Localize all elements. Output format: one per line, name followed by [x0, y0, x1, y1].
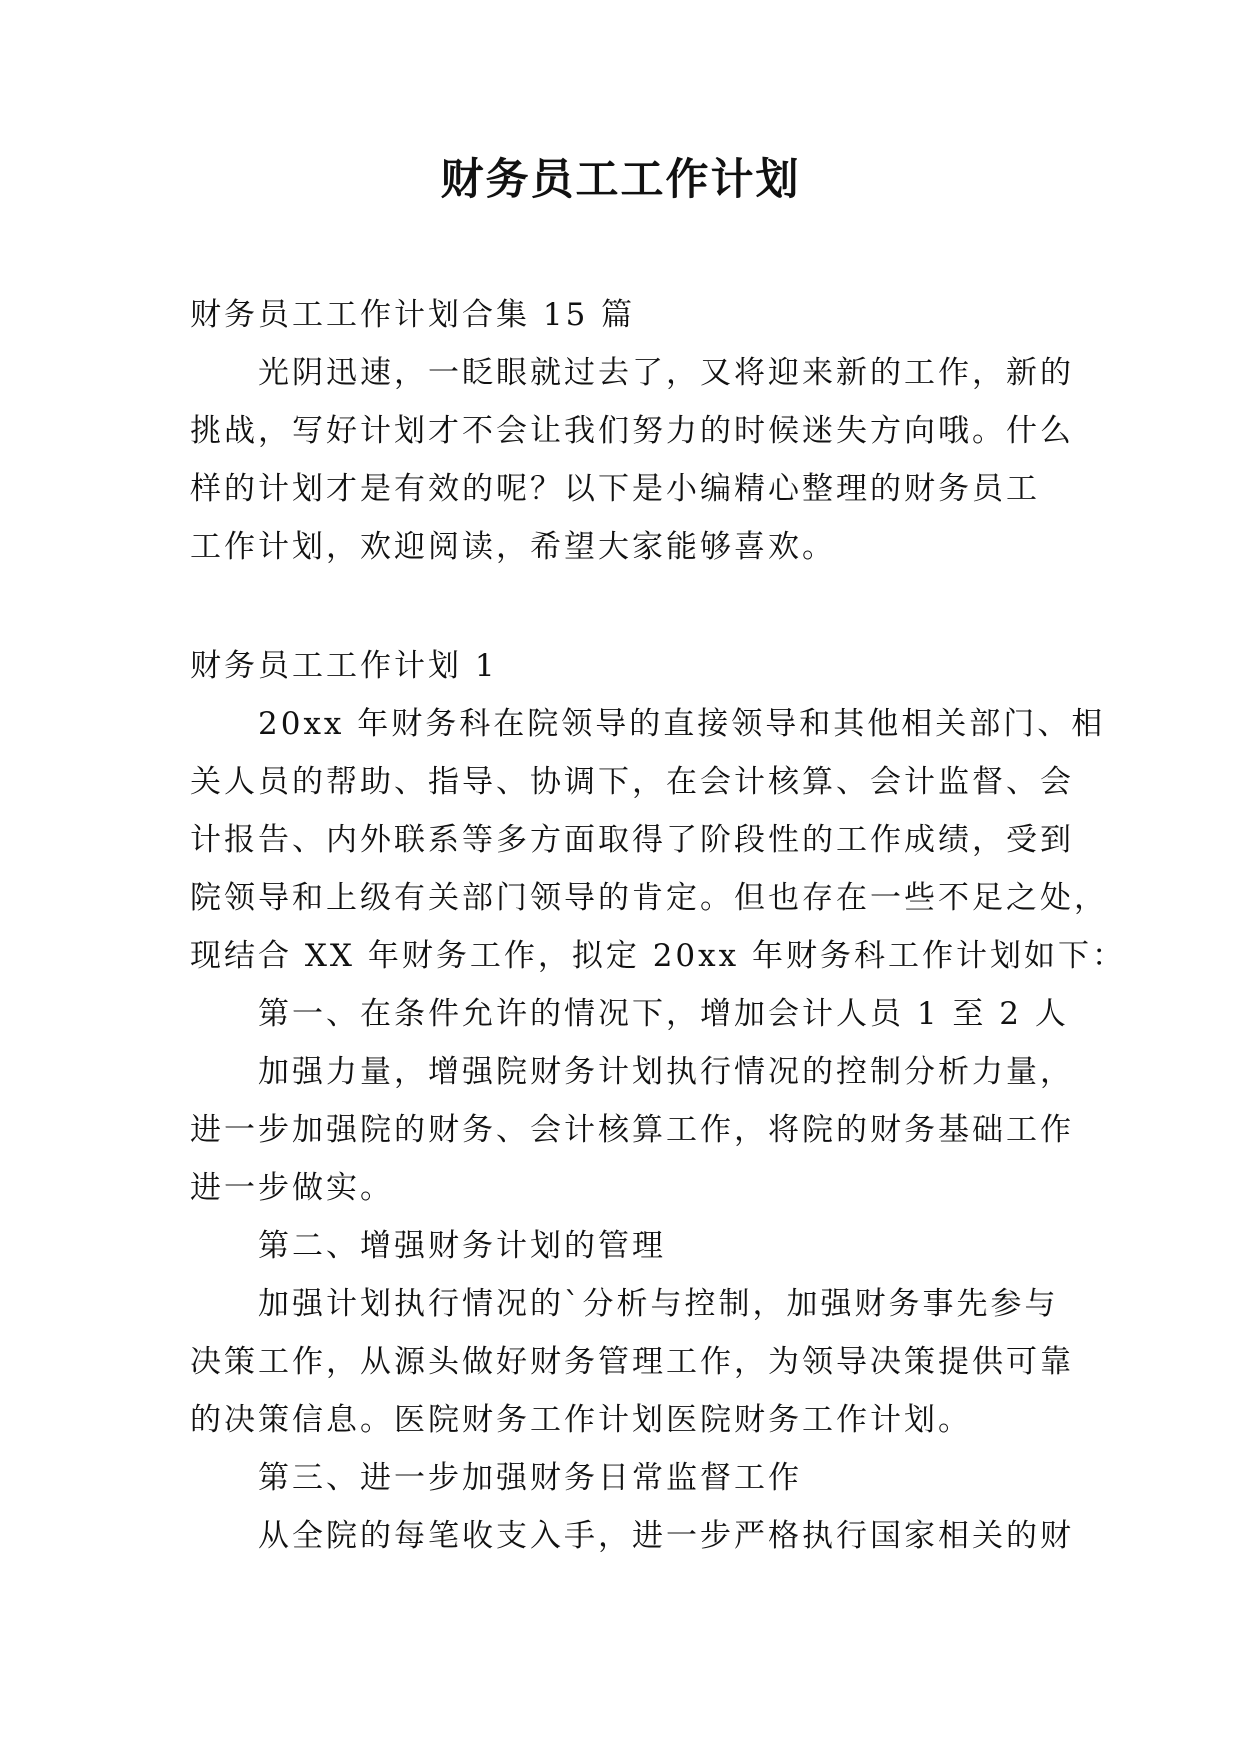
- paragraph-line: 财务员工工作计划合集 15 篇: [190, 297, 636, 333]
- paragraph-line: 第一、在条件允许的情况下，增加会计人员 1 至 2 人: [258, 996, 1069, 1032]
- paragraph-line: 加强力量，增强院财务计划执行情况的控制分析力量，: [258, 1054, 1074, 1090]
- paragraph-line: 20xx 年财务科在院领导的直接领导和其他相关部门、相: [258, 706, 1106, 742]
- paragraph-line: 从全院的每笔收支入手，进一步严格执行国家相关的财: [258, 1518, 1074, 1554]
- paragraph-line: 的决策信息。医院财务工作计划医院财务工作计划。: [190, 1402, 972, 1438]
- paragraph-line: 进一步加强院的财务、会计核算工作，将院的财务基础工作: [190, 1112, 1074, 1148]
- paragraph-line: 光阴迅速，一眨眼就过去了，又将迎来新的工作，新的: [258, 355, 1074, 391]
- paragraph-line: 加强计划执行情况的`分析与控制，加强财务事先参与: [258, 1286, 1059, 1322]
- document-title: 财务员工工作计划: [440, 155, 801, 205]
- section-heading: 财务员工工作计划 1: [190, 648, 498, 684]
- paragraph-line: 挑战，写好计划才不会让我们努力的时候迷失方向哦。什么: [190, 413, 1074, 449]
- paragraph-line: 第三、进一步加强财务日常监督工作: [258, 1460, 802, 1496]
- paragraph-line: 工作计划，欢迎阅读，希望大家能够喜欢。: [190, 529, 836, 565]
- paragraph-line: 院领导和上级有关部门领导的肯定。但也存在一些不足之处，: [190, 880, 1108, 916]
- paragraph-line: 第二、增强财务计划的管理: [258, 1228, 666, 1264]
- paragraph-line: 计报告、内外联系等多方面取得了阶段性的工作成绩，受到: [190, 822, 1074, 858]
- paragraph-line: 进一步做实。: [190, 1170, 394, 1206]
- paragraph-line: 关人员的帮助、指导、协调下，在会计核算、会计监督、会: [190, 764, 1074, 800]
- paragraph-line: 样的计划才是有效的呢？以下是小编精心整理的财务员工: [190, 471, 1040, 507]
- paragraph-line: 现结合 XX 年财务工作，拟定 20xx 年财务科工作计划如下：: [190, 938, 1126, 974]
- paragraph-line: 决策工作，从源头做好财务管理工作，为领导决策提供可靠: [190, 1344, 1074, 1380]
